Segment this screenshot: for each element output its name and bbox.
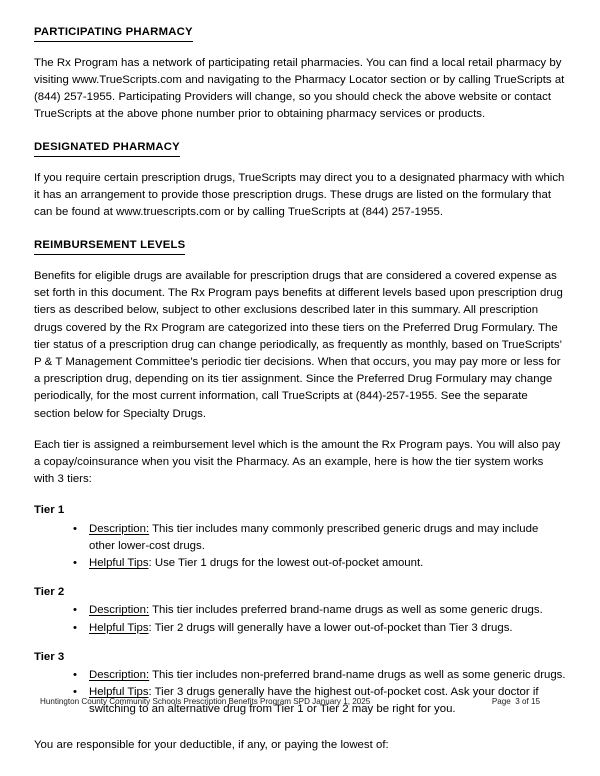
list-item-text: : Use Tier 1 drugs for the lowest out-of-pocket amount. <box>148 556 424 569</box>
tier-label-3: Tier 3 <box>34 650 65 663</box>
section-heading-wrap-participating-pharmacy <box>34 22 566 42</box>
section-heading-wrap-reimbursement-levels <box>34 235 566 255</box>
closing-paragraph: You are responsible for your deductible, if any, or paying the lowest of: <box>34 738 389 751</box>
list-item-text: : Tier 3 drugs generally have the highest out-of-pocket cost. Ask your doctor if switching to an alternative drug from Tier 1 or Tier 2 may be right for you. <box>89 686 539 716</box>
list-item-lead: Helpful Tips <box>89 621 149 634</box>
list-item <box>34 602 566 619</box>
section-paragraph-tier-example: Each tier is assigned a reimbursement level which is the amount the Rx Program pays. You will also pay a copay/coinsurance when you visit the Pharmacy. As an example, here is how the tier system works with 3 tiers: <box>34 438 561 486</box>
list-item-lead: Helpful Tips <box>89 686 149 699</box>
list-item-text: This tier includes many commonly prescribed generic drugs and may include other lower-cost drugs. <box>89 522 539 552</box>
section-paragraph-designated-pharmacy: If you require certain prescription drugs, TrueScripts may direct you to a designated pharmacy with which it has an arrangement to provide those prescription drugs. These drugs are listed on the formulary that can be found at www.truescripts.com or by calling TrueScripts at (844) 257-1955. <box>34 171 565 219</box>
list-item <box>34 521 566 555</box>
bullet-icon: • <box>73 604 77 617</box>
list-item-text: This tier includes preferred brand-name drugs as well as some generic drugs. <box>149 604 543 617</box>
list-item-text: This tier includes non-preferred brand-name drugs as well as some generic drugs. <box>149 668 566 681</box>
bullet-icon: • <box>73 686 77 699</box>
bullet-icon: • <box>73 522 77 535</box>
list-item-lead: Description: <box>89 604 150 617</box>
page-footer <box>40 696 566 707</box>
section-paragraph-reimbursement-levels: Benefits for eligible drugs are available for prescription drugs that are considered a covered expense as set forth in this document. The Rx Program pays benefits at different levels based upon prescription drug tiers as described below, subject to other exclusions described later in this summary. All prescription drugs covered by the Rx Program are categorized into these tiers on the Preferred Drug Formulary. The tier status of a prescription drug can change periodically, as frequently as monthly, based on TrueScripts’ P & T Management Committee’s periodic tier decisions. When that occurs, you may pay more or less for a prescription drug, depending on its tier assignment. Since the Preferred Drug Formulary may change periodically, for the most current information, call TrueScripts at (844)-257-1955. See the separate section below for Specialty Drugs. <box>34 269 563 420</box>
document-content <box>34 22 566 754</box>
list-item <box>34 555 566 572</box>
section-heading-designated-pharmacy: DESIGNATED PHARMACY <box>34 140 180 157</box>
section-heading-wrap-designated-pharmacy <box>34 137 566 157</box>
tier-list-1 <box>34 521 566 573</box>
list-item-lead: Description: <box>89 522 150 535</box>
bullet-icon: • <box>73 556 77 569</box>
list-item-lead: Helpful Tips <box>89 556 149 569</box>
tier-label-1: Tier 1 <box>34 504 65 517</box>
list-item <box>34 620 566 637</box>
list-item-text: : Tier 2 drugs will generally have a lower out-of-pocket than Tier 3 drugs. <box>148 621 513 634</box>
bullet-icon: • <box>73 621 77 634</box>
footer-page-number: Page 3 of 15 <box>491 697 540 706</box>
list-item <box>34 667 566 684</box>
tier-list-3 <box>34 667 566 719</box>
tier-label-2: Tier 2 <box>34 586 65 599</box>
list-item-lead: Description: <box>89 668 150 681</box>
section-paragraph-participating-pharmacy: The Rx Program has a network of participating retail pharmacies. You can find a local retail pharmacy by visiting www.TrueScripts.com and navigating to the Pharmacy Locator section or by calling TrueScripts at (844) 257-1955. Participating Providers will change, so you should check the above website or contact TrueScripts at the above phone number prior to obtaining pharmacy services or products. <box>34 56 565 121</box>
footer-document-title: Huntington County Community Schools Prescription Benefits Program SPD January 1, 2025 <box>40 697 371 706</box>
section-heading-participating-pharmacy: PARTICIPATING PHARMACY <box>34 25 193 42</box>
section-heading-reimbursement-levels: REIMBURSEMENT LEVELS <box>34 238 185 255</box>
tier-list-2 <box>34 602 566 636</box>
bullet-icon: • <box>73 668 77 681</box>
